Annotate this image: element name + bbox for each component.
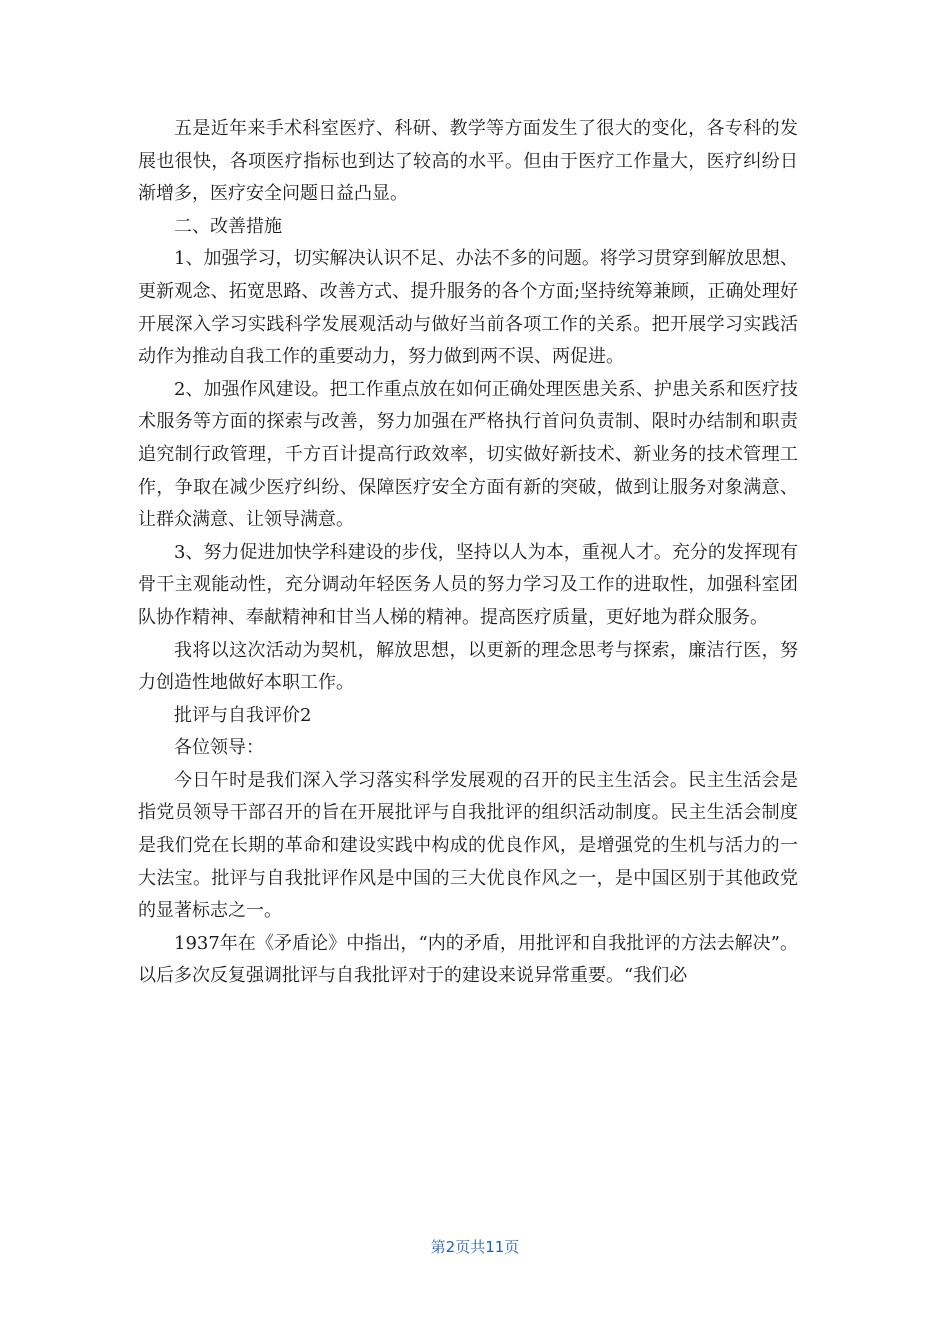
paragraph-measure-3: 3、努力促进加快学科建设的步伐，坚持以人为本，重视人才。充分的发挥现有骨干主观能动性，充分调动年轻医务人员的努力学习及工作的进取性，加强科室团队协作精神、奉献精神和甘当人梯的精神。提高医疗质量，更好地为群众服务。 bbox=[138, 541, 798, 628]
salutation: 各位领导： bbox=[174, 737, 264, 759]
paragraph-closing: 我将以这次活动为契机，解放思想，以更新的理念思考与探索，廉洁行医，努力创造性地做好本职工作。 bbox=[138, 639, 798, 694]
paragraph-1937: 1937年在《矛盾论》中指出，“内的矛盾，用批评和自我批评的方法去解决”。以后多次反复强调批评与自我批评对于的建设来说异常重要。“我们必 bbox=[138, 932, 798, 987]
document-body bbox=[138, 113, 798, 993]
paragraph-measure-1: 1、加强学习，切实解决认识不足、办法不多的问题。将学习贯穿到解放思想、更新观念、拓宽思路、改善方式、提升服务的各个方面;坚持统筹兼顾，正确处理好开展深入学习实践科学发展观活动与做好当前各项工作的关系。把开展学习实践活动作为推动自我工作的重要动力，努力做到两不误、两促进。 bbox=[138, 248, 798, 368]
paragraph-meeting: 今日午时是我们深入学习落实科学发展观的召开的民主生活会。民主生活会是指党员领导干部召开的旨在开展批评与自我批评的组织活动制度。民主生活会制度是我们党在长期的革命和建设实践中构成的优良作风，是增强党的生机与活力的一大法宝。批评与自我批评作风是中国的三大优良作风之一，是中国区别于其他政党的显著标志之一。 bbox=[138, 769, 798, 922]
paragraph-measure-2: 2、加强作风建设。把工作重点放在如何正确处理医患关系、护患关系和医疗技术服务等方面的探索与改善，努力加强在严格执行首问负责制、限时办结制和职责追究制行政管理，千方百计提高行政效率，切实做好新技术、新业务的技术管理工作，争取在减少医疗纠纷、保障医疗安全方面有新的突破，做到让服务对象满意、让群众满意、让领导满意。 bbox=[138, 378, 798, 531]
page-number-footer: 第2页共11页 bbox=[430, 1238, 520, 1256]
paragraph-1: 五是近年来手术科室医疗、科研、教学等方面发生了很大的变化，各专科的发展也很快，各项医疗指标也到达了较高的水平。但由于医疗工作量大，医疗纠纷日渐增多，医疗安全问题日益凸显。 bbox=[138, 118, 798, 205]
section-title-2: 批评与自我评价2 bbox=[174, 704, 312, 726]
section-heading-improvements: 二、改善措施 bbox=[174, 215, 282, 237]
